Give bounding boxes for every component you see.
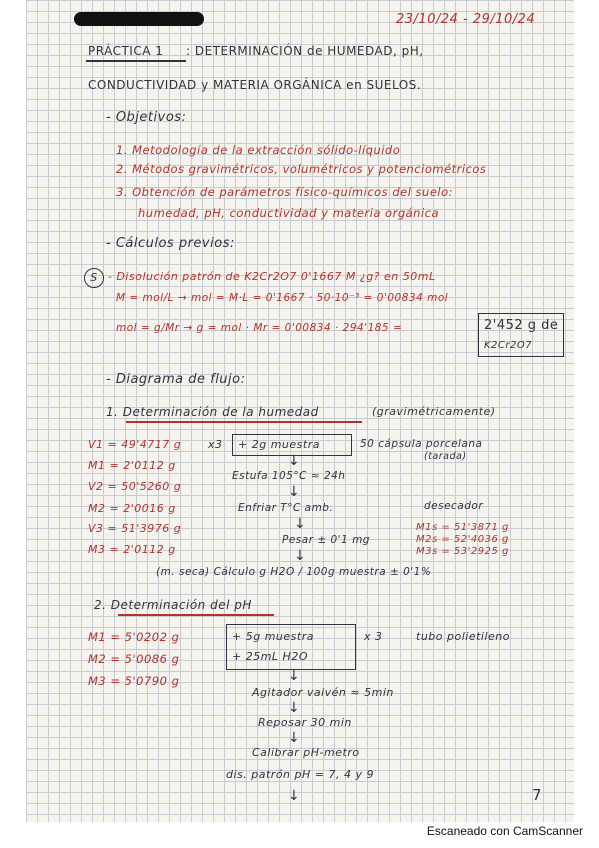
arrow-down-icon: ↓ xyxy=(288,700,300,716)
scanner-watermark: Escaneado con CamScanner xyxy=(426,824,583,838)
ph-step-1: Agitador vaivén ≈ 5min xyxy=(252,686,394,699)
practice-label: PRÁCTICA 1 xyxy=(88,44,164,58)
objective-3: 3. Obtención de parámetros físico-químicos del suelo: xyxy=(116,185,454,199)
title-line-2: CONDUCTIVIDAD y MATERIA ORGÁNICA en SUELOS. xyxy=(88,78,422,92)
arrow-down-icon: ↓ xyxy=(288,484,300,500)
ph-step-4: dis. patrón pH = 7, 4 y 9 xyxy=(226,768,374,781)
desiccator-label: desecador xyxy=(424,500,484,512)
ph-red-3: M3 = 5'0790 g xyxy=(88,674,180,688)
ph-underline xyxy=(118,614,274,616)
humidity-vessel-note: (tarada) xyxy=(424,451,467,462)
objective-3-cont: humedad, pH, conductividad y materia orgánica xyxy=(138,206,440,220)
humidity-times: x3 xyxy=(208,438,223,451)
humidity-title: 1. Determinación de la humedad xyxy=(106,405,319,419)
humidity-red-3: V2 = 50'5260 g xyxy=(88,480,182,493)
arrow-down-icon: ↓ xyxy=(294,516,306,532)
dry-mass-3: M3s = 53'2925 g xyxy=(416,546,509,557)
ph-sample-line-2: + 25mL H2O xyxy=(232,650,308,663)
humidity-step-2: Enfriar T°C amb. xyxy=(238,502,334,514)
calc-line-2: M = mol/L → mol = M·L = 0'1667 · 50·10⁻³ = 0'00834 mol xyxy=(116,292,449,304)
calc-line-1: - Disolución patrón de K2Cr2O7 0'1667 M ¿g? en 50mL xyxy=(108,270,436,283)
objectives-heading: - Objetivos: xyxy=(106,110,187,125)
ph-red-1: M1 = 5'0202 g xyxy=(88,630,180,644)
objective-2: 2. Métodos gravimétricos, volumétricos y potenciométricos xyxy=(116,162,487,176)
redaction-bar xyxy=(74,12,204,26)
calc-result: 2'452 g de xyxy=(484,318,559,333)
notebook-page xyxy=(26,0,574,822)
ph-times: x 3 xyxy=(364,630,383,643)
ph-title: 2. Determinación del pH xyxy=(94,598,252,612)
arrow-down-icon: ↓ xyxy=(288,730,300,746)
humidity-underline xyxy=(126,421,362,423)
arrow-down-icon: ↓ xyxy=(288,668,300,684)
humidity-step-3: Pesar ± 0'1 mg xyxy=(282,534,370,546)
humidity-red-2: M1 = 2'0112 g xyxy=(88,459,176,472)
page-number: 7 xyxy=(532,786,543,804)
humidity-vessel: 50 cápsula porcelana xyxy=(360,438,483,450)
title-underline xyxy=(86,60,186,62)
flow-heading: - Diagrama de flujo: xyxy=(106,372,246,387)
date-range: 23/10/24 - 29/10/24 xyxy=(396,12,536,27)
calc-result-sub: K2Cr2O7 xyxy=(484,340,533,351)
objective-1: 1. Metodología de la extracción sólido-líquido xyxy=(116,143,401,157)
humidity-red-1: V1 = 49'4717 g xyxy=(88,438,182,451)
humidity-step-4: (m. seca) Cálculo g H2O / 100g muestra ± 0'1% xyxy=(156,566,432,578)
humidity-red-5: V3 = 51'3976 g xyxy=(88,522,182,535)
arrow-down-icon: ↓ xyxy=(288,453,300,469)
dry-mass-2: M2s = 52'4036 g xyxy=(416,534,509,545)
humidity-step-1: Estufa 105°C ≈ 24h xyxy=(232,470,346,482)
calculations-heading: - Cálculos previos: xyxy=(106,236,235,251)
ph-red-2: M2 = 5'0086 g xyxy=(88,652,180,666)
arrow-down-icon: ↓ xyxy=(294,548,306,564)
calc-line-3: mol = g/Mr → g = mol · Mr = 0'00834 · 294'185 = xyxy=(116,322,403,334)
arrow-down-icon: ↓ xyxy=(288,788,300,804)
dry-mass-1: M1s = 51'3871 g xyxy=(416,522,509,533)
ph-step-3: Calibrar pH-metro xyxy=(252,746,360,759)
humidity-sample: + 2g muestra xyxy=(238,438,320,451)
humidity-title-note: (gravimétricamente) xyxy=(372,405,496,418)
calc-marker-circle: S xyxy=(84,268,104,288)
title-line-1: : DETERMINACIÓN de HUMEDAD, pH, xyxy=(186,44,424,58)
ph-sample-line-1: + 5g muestra xyxy=(232,630,314,643)
humidity-red-4: M2 = 2'0016 g xyxy=(88,502,176,515)
ph-vessel: tubo polietileno xyxy=(416,630,510,643)
footer-bar xyxy=(0,822,599,848)
ph-step-2: Reposar 30 min xyxy=(258,716,352,729)
humidity-red-6: M3 = 2'0112 g xyxy=(88,543,176,556)
